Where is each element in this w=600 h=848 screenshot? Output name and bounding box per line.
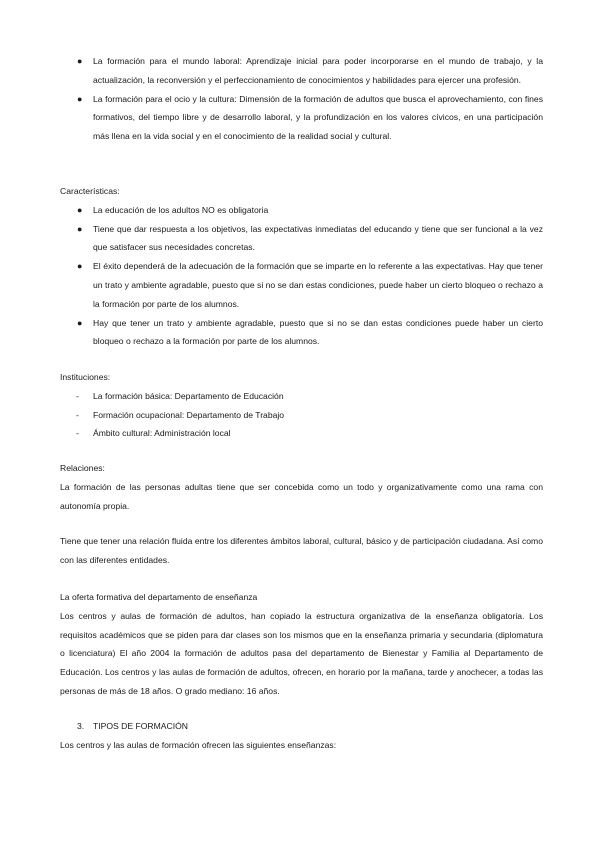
list-item — [60, 387, 543, 406]
caracteristicas-list — [60, 201, 543, 351]
dash-icon: - — [76, 428, 79, 439]
heading-text: TIPOS DE FORMACIÓN — [93, 721, 189, 731]
bullet-icon: ● — [77, 56, 83, 66]
dash-icon: - — [76, 409, 79, 420]
bullet-icon: ● — [77, 317, 83, 328]
list-item-text: Hay que tener un trato y ambiente agradable, puesto que si no se dan estas condiciones puede haber un cierto bloqueo o rechazo a la formación por parte de los alumnos. — [93, 317, 543, 347]
list-item-text: Ámbito cultural: Administración local — [93, 428, 231, 439]
list-item-text: La formación básica: Departamento de Educación — [93, 390, 284, 401]
relaciones-section — [60, 459, 543, 515]
section-heading: Relaciones: — [60, 463, 105, 473]
dash-icon: - — [76, 390, 79, 401]
list-item — [60, 406, 543, 425]
list-item — [60, 201, 543, 220]
list-item-text: Tiene que dar respuesta a los objetivos, las expectativas inmediatas del educando y tiene que ser funcional a la vez que satisfacer sus necesidades concretas. — [93, 223, 543, 253]
list-item-text: La formación para el ocio y la cultura: Dimensión de la formación de adultos que busca el aprovechamiento, con fines formativos, del tiempo libre y de desarrollo laboral, y la profundización en los valores cívicos, en una participación más llena en la vida social y en el conocimiento de la realidad social y cultural. — [93, 93, 543, 142]
list-item-text: La formación para el mundo laboral: Aprendizaje inicial para poder incorporarse en el mundo de trabajo, y la actualización, la reconversión y el perfeccionamiento de conocimientos y habilidades para ejercer una profesión. — [93, 56, 543, 85]
relaciones-section-2 — [60, 532, 543, 570]
heading-number: 3. — [77, 721, 85, 731]
list-item-text: Formación ocupacional: Departamento de Trabajo — [93, 409, 285, 420]
section-heading: Características: — [60, 186, 120, 196]
intro-section — [60, 52, 543, 146]
paragraph: La formación de las personas adultas tiene que ser concebida como un todo y organizativamente como una rama con autonomía propia. — [60, 481, 543, 511]
list-item — [60, 52, 543, 90]
bullet-icon: ● — [77, 93, 83, 104]
tipos-section — [60, 717, 543, 755]
list-item — [60, 424, 543, 443]
bullet-icon: ● — [77, 204, 83, 215]
numbered-heading — [60, 717, 543, 736]
list-item-text: El éxito dependerá de la adecuación de la formación que se imparte en lo referente a las expectativas. Hay que tener un trato y ambiente agradable, puesto que si no se dan estas condiciones, puede haber un cierto bloqueo o rechazo a la formación por parte de los alumnos. — [93, 261, 543, 309]
list-item-text: La educación de los adultos NO es obligatoria — [93, 204, 269, 215]
list-item — [60, 220, 543, 258]
caracteristicas-section — [60, 182, 543, 351]
section-heading: La oferta formativa del departamento de enseñanza — [60, 592, 258, 602]
list-item — [60, 90, 543, 146]
list-item — [60, 314, 543, 352]
instituciones-section — [60, 368, 543, 443]
bullet-icon: ● — [77, 261, 83, 272]
intro-bullet-list — [60, 52, 543, 146]
oferta-section — [60, 588, 543, 701]
list-item — [60, 257, 543, 313]
paragraph: Tiene que tener una relación fluida entre los diferentes ámbitos laboral, cultural, básico y de participación ciudadana. Así como con las diferentes entidades. — [60, 536, 543, 565]
bullet-icon: ● — [77, 223, 83, 234]
paragraph: Los centros y las aulas de formación ofrecen las siguientes enseñanzas: — [60, 739, 337, 750]
section-heading: Instituciones: — [60, 372, 111, 382]
paragraph: Los centros y aulas de formación de adultos, han copiado la estructura organizativa de la enseñanza obligatoria. Los requisitos académicos que se piden para dar clases son los mismos que en la enseñanza primaria y secundaria (diplomatura o licenciatura) El año 2004 la formación de adultos pasa del departamento de Bienestar y Familia al Departamento de Educación. Los centros y las aulas de formación de adultos, ofrecen, en horario por la mañana, tarde y anochecer, a todas las personas de más de 18 años. O grado mediano: 16 años. — [60, 610, 543, 696]
instituciones-list — [60, 387, 543, 443]
